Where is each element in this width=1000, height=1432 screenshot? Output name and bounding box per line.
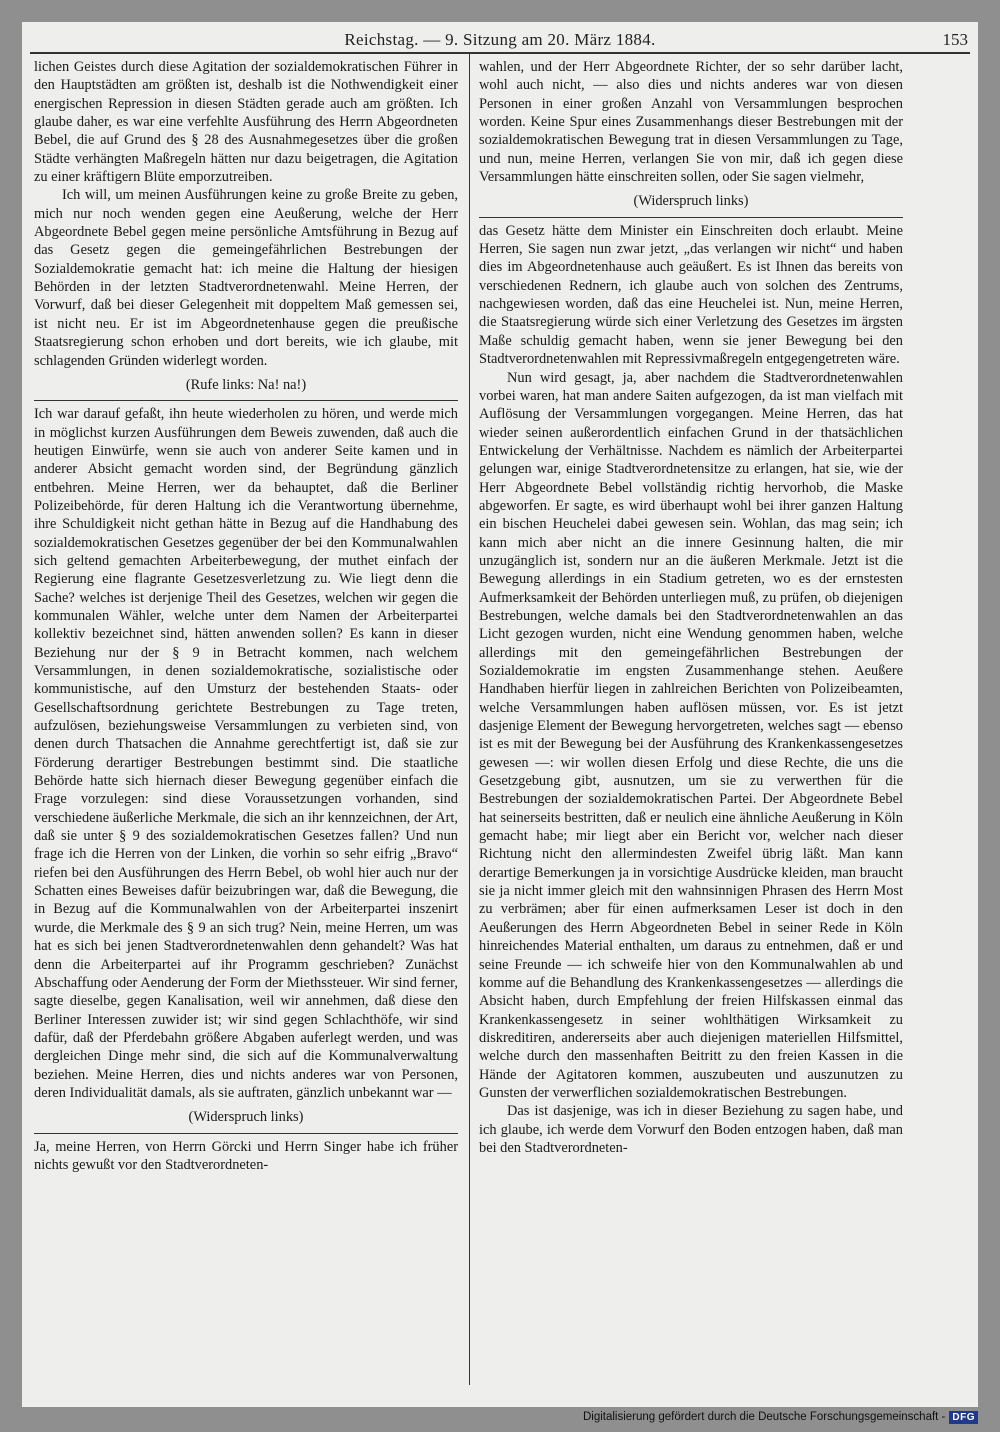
digitization-footer [583, 1408, 978, 1426]
divider [34, 400, 458, 401]
running-header [30, 26, 970, 52]
paragraph: Ja, meine Herren, von Herrn Görcki und Herrn Singer habe ich früher nichts gewußt vor den Stadtverordneten- [34, 1138, 458, 1173]
paragraph: Ich war darauf gefaßt, ihn heute wiederholen zu hören, und werde mich in möglichst kurzen Ausführungen dem Beweis zuwenden, daß auch die heutigen Einwürfe, wenn sie auch von anderer Seite kamen und in anderer Absicht gemacht worden sind, der Begründung gänzlich entbehren. Meine Herren, wer da behauptet, daß die Berliner Polizeibehörde, für deren Haltung ich die Verantwortung übernehme, ihre Schuldigkeit nicht gethan hätte in Bezug auf die Handhabung des sozialdemokratischen Gesetzes gegenüber der bei den Kommunalwahlen sich geltend gemachten Arbeiterbewegung, der muthet einfach der Regierung eine flagrante Gesetzesverletzung zu. Wie liegt denn die Sache? welches ist derjenige Theil des Gesetzes, welchen wir gegen die kommunalen Wähler, welche unter dem Namen der Arbeiterpartei kollektiv bezeichnet sind, hätten anwenden sollen? Es kann in dieser Beziehung nur der § 9 in Betracht kommen, nach welchem Versammlungen, in denen sozialdemokratische, sozialistische oder kommunistische, auf den Umsturz der bestehenden Staats- oder Gesellschaftsordnung gerichtete Bestrebungen zu Tage treten, aufzulösen, beziehungsweise Versammlungen zu verbieten sind, von denen durch Thatsachen die Annahme gerechtfertigt ist, daß sie zur Förderung derartiger Bestrebungen bestimmt sind. Die staatliche Behörde hatte sich hiernach dieser Bewegung gegenüber einfach die Frage vorzulegen: sind diese Voraussetzungen vorhanden, sind verschiedene äußerliche Merkmale, die sich an ihr kennzeichnen, der Art, daß sie unter § 9 des sozialdemokratischen Gesetzes fallen? Und nun frage ich die Herren von der Linken, die vorhin so sehr eifrig „Bravo“ riefen bei den Ausführungen des Herrn Bebel, ob wohl hier auch nur der Schatten eines Beweises dafür beizubringen war, daß die Bewegung, die in Bezug auf die Kommunalwahlen von der Arbeiterpartei inszenirt wurde, die Merkmale des § 9 an sich trug? Nein, meine Herren, um was hat es sich bei jenen Stadtverordnetenwahlen denn gehandelt? Was hat denn die Arbeiterpartei auf ihr Programm geschrieben? Zunächst Abschaffung oder Aenderung der Form der Miethssteuer. Wir sind ferner, sagte dieselbe, gegen Kanalisation, weil wir annehmen, daß diese den Berliner Interessen zuwider ist; wir sind gegen Schlachthöfe, wir sind dafür, daß der Pferdebahn größere Abgaben auferlegt werden, und was dergleichen Dinge mehr sind, die sich auf die Kommunalverwaltung beziehen. Meine Herren, dies und nichts anderes war von Personen, deren Individualität damals, als sie auftraten, gänzlich unbekannt war — [34, 406, 458, 1101]
interjection: (Widerspruch links) [633, 193, 749, 210]
column-divider [469, 54, 470, 1385]
document-page [22, 22, 978, 1407]
left-column [34, 58, 458, 1378]
footer-text: Digitalisierung gefördert durch die Deutsche Forschungsgemeinschaft - [582, 1411, 946, 1423]
interjection: (Rufe links: Na! na!) [185, 376, 307, 393]
paragraph: Nun wird gesagt, ja, aber nachdem die Stadtverordnetenwahlen vorbei waren, hat man andere Saiten aufgezogen, da ist man vielfach mit Auflösung der Versammlungen vorgegangen. Meine Herren, das hat wieder seinen außerordentlich einfachen Grund in der thatsächlichen Entwickelung der Verhältnisse. Nachdem es nämlich der Arbeiterpartei gelungen war, einige Stadtverordnetensitze zu erlangen, hat sie, wie der Herr Abgeordnete Bebel vollständig richtig hervorhob, die Maske abgeworfen. Er sagte, es wird überhaupt wohl bei ihrer ganzen Haltung ein bischen Heuchelei dabei gewesen sein. Wohlan, das mag sein; ich kann mich aber nicht an die innere Gesinnung halten, die mir unzugänglich ist, sondern nur an die äußeren Merkmale. Jetzt ist die Bewegung allerdings in ein Stadium getreten, wo es der ernstesten Aufmerksamkeit der Behörden unterliegen muß, zu prüfen, ob diejenigen Bestrebungen, welche damals bei den Stadtverordnetenwahlen an das Licht gezogen wurden, nicht eine Wendung genommen haben, welche allerdings mit den gemeingefährlichen Bestrebungen der Sozialdemokratie im engsten Zusammenhange stehen. Aeußere Handhaben hierfür liegen in zahlreichen Berichten von Polizeibeamten, welche Versammlungen haben auflösen müssen, vor. Es ist jetzt dasjenige Element der Bewegung hervorgetreten, welches sagt — ebenso ist es mit der Bewegung bei der Ausführung des Krankenkassengesetzes gewesen —: wir wollen diesen Erfolg und diese Rechte, die uns die Gesetzgebung gibt, ausnutzen, um sie zu verwerthen für die Bestrebungen der sozialdemokratischen Partei. Der Abgeordnete Bebel hat seinerseits bestritten, daß er neulich eine ähnliche Aeußerung in Köln gemacht habe; mir liegt aber ein Bericht vor, welcher nach dieser Richtung nicht den allermindesten Zweifel übrig läßt. Man kann derartige Bemerkungen ja in vorsichtige Ausdrücke kleiden, man braucht sie ja nicht immer gleich mit den wahnsinnigen Phrasen des Herrn Most zu verbrämen; aber für einen aufmerksamen Leser ist doch in den Aeußerungen des Herrn Abgeordneten Bebel in seiner Rede in Köln hinreichendes Material enthalten, um daraus zu entnehmen, daß er und seine Freunde — ich schweife hier von den Kommunalwahlen ab und komme auf die Behandlung des Krankenkassengesetzes — allerdings die Absicht haben, durch Empfehlung der freien Hilfskassen einmal das Krankenkassengesetz in seiner wohlthätigen Wirksamkeit zu diskreditiren, andererseits aber auch diejenigen materiellen Hilfsmittel, welche durch den massenhaften Beitritt zu den freien Kassen in die Hände der Agitatoren kommen, auszubeuten und auszunutzen zu Gunsten der verwerflichen sozialdemokratischen Bestrebungen. [479, 369, 903, 1101]
paragraph: lichen Geistes durch diese Agitation der sozialdemokratischen Führer in den Hauptstädten am größten ist, deshalb ist die Nothwendigkeit einer energischen Repression in diesen Städten gerade auch am größten. Ich glaube daher, es war eine verfehlte Ausführung des Herrn Abgeordneten Bebel, die auf Grund des § 28 des Ausnahmegesetzes über die großen Städte verhängten Maßregeln hätten nur dazu beigetragen, die Agitation zu einer kräftigern Blüte emporzutreiben. [34, 59, 458, 186]
paragraph: Ich will, um meinen Ausführungen keine zu große Breite zu geben, mich nur noch wenden gegen eine Aeußerung, welche der Herr Abgeordnete Bebel gegen meine persönliche Amtsführung in Bezug auf das Gesetz gegen die gemeingefährlichen Bestrebungen der Sozialdemokratie gemacht hat: ich meine die Haltung der hiesigen Behörden in der letzten Stadtverordnetenwahl. Meine Herren, der Vorwurf, daß bei dieser Gelegenheit mit doppeltem Maß gemessen sei, ist nicht neu. Er ist im Abgeordnetenhause gegen die preußische Staatsregierung schon erhoben und dort bereits, wie ich glaube, mit schlagenden Gründen widerlegt worden. [34, 187, 458, 369]
paragraph: Das ist dasjenige, was ich in dieser Beziehung zu sagen habe, und ich glaube, ich werde dem Vorwurf den Boden entzogen haben, daß man bei den Stadtverordneten- [479, 1103, 903, 1156]
page-number: 153 [942, 30, 968, 49]
dfg-logo: DFG [949, 1411, 978, 1424]
header-title: Reichstag. — 9. Sitzung am 20. März 1884. [344, 30, 656, 49]
paragraph: das Gesetz hätte dem Minister ein Einschreiten doch erlaubt. Meine Herren, Sie sagen nun zwar jetzt, „das verlangen wir nicht“ und haben dies im Abgeordnetenhause auch geäußert. Es ist Ihnen das bereits von verschiedenen Rednern, ich glaube auch von solchen des Zentrums, nachgewiesen worden, daß das eine Heuchelei ist. Nun, meine Herren, die Staatsregierung würde sich einer Verletzung des Gesetzes im ärgsten Maße schuldig gemacht haben, wenn sie jener Bewegung bei den Stadtverordnetenwahlen mit Repressivmaßregeln entgegengetreten wäre. [479, 222, 903, 368]
header-rule [30, 52, 970, 54]
divider [479, 217, 903, 218]
divider [34, 1133, 458, 1134]
right-column [479, 58, 903, 1378]
interjection: (Widerspruch links) [188, 1109, 304, 1126]
paragraph: wahlen, und der Herr Abgeordnete Richter, der so sehr darüber lacht, wohl auch nicht, — also dies und nichts anderes war von diesen Personen in einer großen Anzahl von Versammlungen besprochen worden. Keine Spur eines Zusammenhangs dieser Bestrebungen mit der sozialdemokratischen Bewegung trat in diesen Versammlungen zu Tage, und nun, meine Herren, verlangen Sie von mir, daß ich gegen diese Versammlungen hätte einschreiten sollen, oder Sie sagen vielmehr, [479, 59, 903, 186]
